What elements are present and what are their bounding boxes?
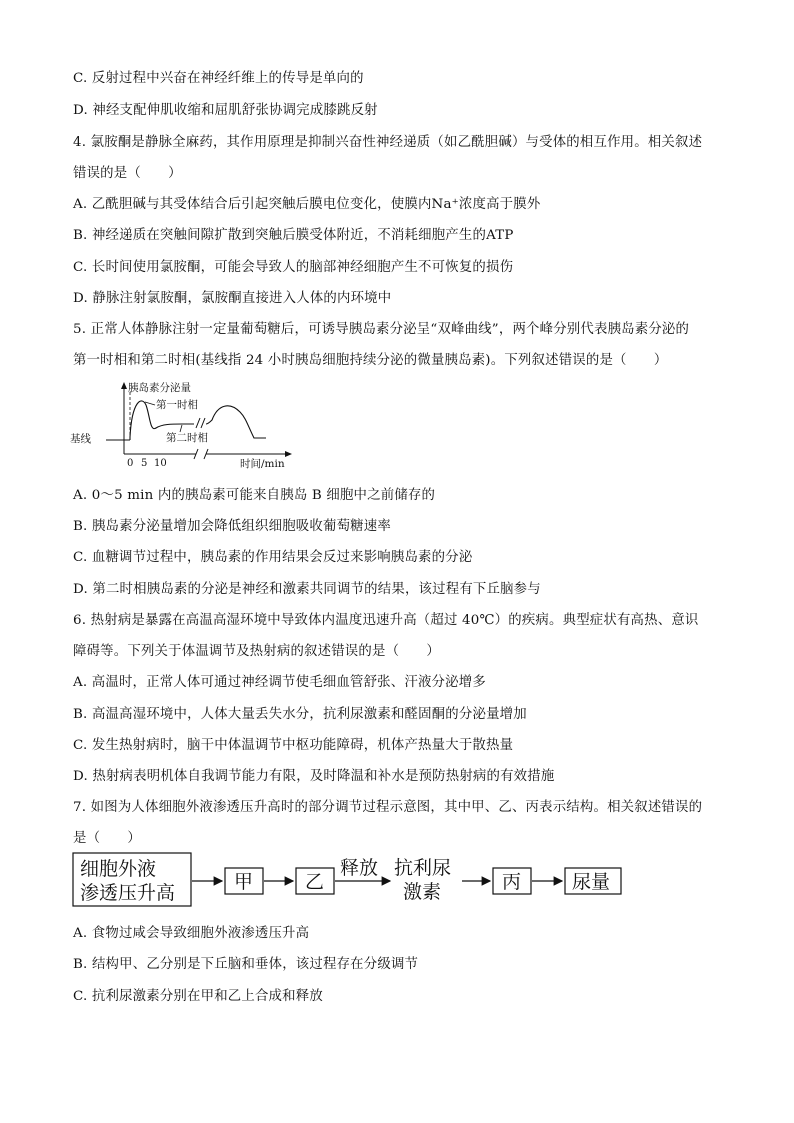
phase2-label: 第二时相	[166, 432, 208, 444]
start-line2: 渗透压升高	[80, 882, 176, 904]
x-axis-arrow	[285, 451, 292, 457]
box-yi-label: 乙	[305, 871, 325, 893]
x-axis-break	[194, 449, 208, 459]
option-a-q5: A. 0～5 min 内的胰岛素可能来自胰岛 B 细胞中之前储存的	[73, 488, 436, 503]
tick-10: 10	[154, 458, 167, 469]
box-jia-label: 甲	[234, 871, 254, 893]
curve-break	[196, 418, 205, 428]
question-5-stem-cont: 第一时相和第二时相(基线指 24 小时胰岛细胞持续分泌的微量胰岛素)。下列叙述错误的是（ ）	[73, 353, 668, 368]
question-4-stem-cont: 错误的是（ ）	[73, 166, 182, 181]
question-7-stem: 7. 如图为人体细胞外液渗透压升高时的部分调节过程示意图，其中甲、乙、丙表示结构。相关叙述错误的	[73, 800, 703, 815]
option-a-q6: A. 高温时，正常人体可通过神经调节使毛细血管舒张、汗液分泌增多	[73, 675, 486, 690]
regulation-flow-diagram	[70, 850, 630, 912]
option-d-q5: D. 第二时相胰岛素的分泌是神经和激素共同调节的结果，该过程有下丘脑参与	[73, 582, 541, 597]
box-urine-label: 尿量	[572, 871, 611, 893]
option-c-q4: C. 长时间使用氯胺酮，可能会导致人的脑部神经细胞产生不可恢复的损伤	[73, 260, 514, 275]
box-bing-label: 丙	[502, 871, 522, 893]
phase1-label: 第一时相	[156, 399, 198, 411]
hormone-line1: 抗利尿	[394, 857, 452, 879]
tick-5: 5	[141, 458, 148, 469]
y-axis-arrow	[121, 382, 127, 389]
option-a-q4: A. 乙酰胆碱与其受体结合后引起突触后膜电位变化，使膜内Na⁺浓度高于膜外	[73, 197, 541, 212]
option-d-q4: D. 静脉注射氯胺酮，氯胺酮直接进入人体的内环境中	[73, 291, 392, 306]
tick-0: 0	[127, 458, 134, 469]
option-c-q7: C. 抗利尿激素分别在甲和乙上合成和释放	[73, 989, 323, 1004]
option-b-q4: B. 神经递质在突触间隙扩散到突触后膜受体附近，不消耗细胞产生的ATP	[73, 228, 514, 243]
question-5-stem: 5. 正常人体静脉注射一定量葡萄糖后，可诱导胰岛素分泌呈“双峰曲线”，两个峰分别代表胰岛素分泌的	[73, 322, 690, 337]
option-d-q3: D. 神经支配伸肌收缩和屈肌舒张协调完成膝跳反射	[73, 103, 378, 118]
insulin-secretion-graph	[70, 380, 300, 470]
start-line1: 细胞外液	[80, 858, 157, 880]
hormone-line2: 激素	[403, 881, 442, 903]
option-c-q5: C. 血糖调节过程中，胰岛素的作用结果会反过来影响胰岛素的分泌	[73, 550, 473, 565]
baseline-label: 基线	[70, 433, 91, 445]
option-a-q7: A. 食物过咸会导致细胞外液渗透压升高	[73, 926, 310, 941]
question-6-stem: 6. 热射病是暴露在高温高湿环境中导致体内温度迅速升高（超过 40℃）的疾病。典型症状有高热、意识	[73, 613, 699, 628]
phase2-pointer	[180, 425, 182, 432]
option-b-q5: B. 胰岛素分泌量增加会降低组织细胞吸收葡萄糖速率	[73, 519, 391, 534]
x-axis-label: 时间/min	[240, 458, 285, 470]
question-7-stem-cont: 是（ ）	[73, 831, 141, 846]
option-b-q7: B. 结构甲、乙分别是下丘脑和垂体，该过程存在分级调节	[73, 957, 419, 972]
option-d-q6: D. 热射病表明机体自我调节能力有限，及时降温和补水是预防热射病的有效措施	[73, 769, 555, 784]
question-6-stem-cont: 障碍等。下列关于体温调节及热射病的叙述错误的是（ ）	[73, 644, 440, 659]
y-axis-label: 胰岛素分泌量	[128, 382, 191, 394]
question-4-stem: 4. 氯胺酮是静脉全麻药，其作用原理是抑制兴奋性神经递质（如乙酰胆碱）与受体的相互作用。相关叙述	[73, 135, 703, 150]
option-b-q6: B. 高温高湿环境中，人体大量丢失水分，抗利尿激素和醛固酮的分泌量增加	[73, 707, 527, 722]
option-c-q3: C. 反射过程中兴奋在神经纤维上的传导是单向的	[73, 71, 364, 86]
option-c-q6: C. 发生热射病时，脑干中体温调节中枢功能障碍，机体产热量大于散热量	[73, 738, 514, 753]
phase1-pointer	[145, 402, 155, 405]
release-label: 释放	[340, 857, 379, 879]
